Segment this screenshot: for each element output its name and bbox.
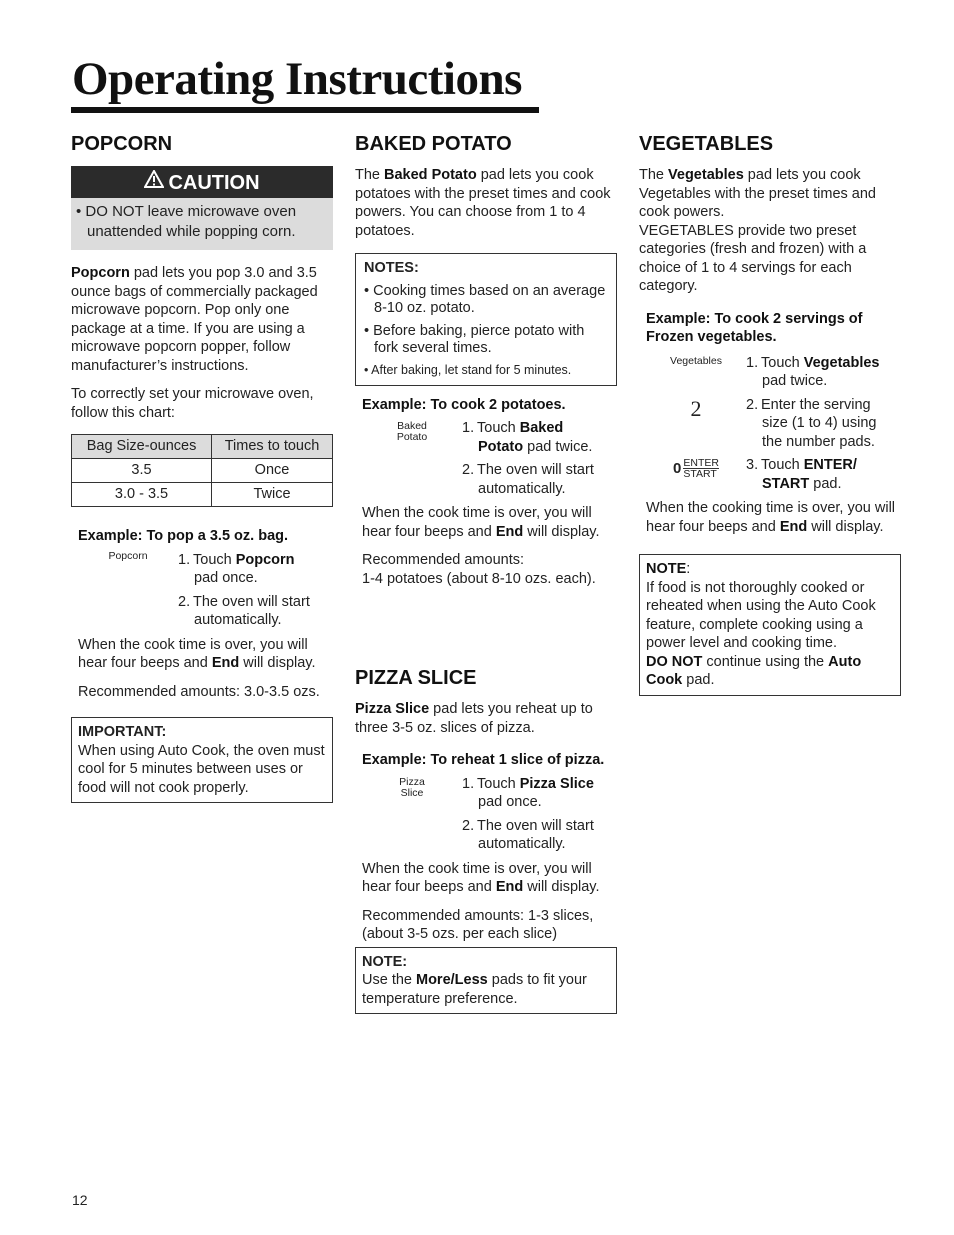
caution-text: • DO NOT leave microwave oven unattended while popping corn.	[71, 198, 333, 250]
important-box: IMPORTANT: When using Auto Cook, the oven must cool for 5 minutes between uses or food will not cook properly.	[71, 717, 333, 803]
baked-potato-heading: BAKED POTATO	[355, 133, 512, 155]
number-pad-2-icon: 2	[690, 395, 702, 421]
vegetables-step-1: 1. Touch Vegetables pad twice.	[746, 354, 880, 389]
warning-triangle-icon	[144, 165, 164, 199]
table-row: 3.0 - 3.5 Twice	[72, 483, 333, 507]
vegetables-note-box: NOTE: If food is not thoroughly cooked or reheated when using the Auto Cook feature, complete cooking using a power level and cooking time. DO NOT continue using the Auto Cook pad.	[639, 554, 901, 696]
chart-intro: To correctly set your microwave oven, follow this chart:	[71, 386, 314, 421]
vegetables-section	[639, 132, 901, 710]
popcorn-recommended: Recommended amounts: 3.0-3.5 ozs.	[78, 683, 320, 700]
popcorn-intro: Popcorn pad lets you pop 3.0 and 3.5 ounce bags of commercially packaged microwave popcorn. Pop only one package at a time. If you are using a microwave popcorn popper, follow manufacturer’s instructions.	[71, 265, 318, 374]
pizza-slice-recommended: Recommended amounts: 1-3 slices, (about 3-5 ozs. per each slice)	[362, 907, 594, 942]
vegetables-intro: The Vegetables pad lets you cook Vegetables with the preset times and cook powers.	[639, 167, 876, 220]
popcorn-section	[71, 132, 333, 817]
popcorn-pad-icon: Popcorn	[108, 549, 148, 562]
pizza-slice-pad-icon: Pizza Slice	[399, 775, 425, 799]
vegetables-intro-2: VEGETABLES provide two preset categories (fresh and frozen) with a choice of 1 to 4 servings for each category.	[639, 222, 867, 294]
pizza-slice-step-1: 1. Touch Pizza Slice pad once.	[462, 775, 594, 810]
baked-potato-end-text: When the cook time is over, you will hear four beeps and End will display.	[362, 505, 600, 540]
pizza-slice-heading: PIZZA SLICE	[355, 667, 477, 689]
baked-potato-example-heading: Example: To cook 2 potatoes.	[362, 396, 566, 413]
vegetables-step-2: 2. Enter the serving size (1 to 4) using the number pads.	[746, 396, 877, 450]
baked-potato-intro: The Baked Potato pad lets you cook potatoes with the preset times and cook powers. You can choose from 1 to 4 potatoes.	[355, 167, 611, 239]
vegetables-heading: VEGETABLES	[639, 133, 774, 155]
vegetables-step-3: 3. Touch ENTER/ START pad.	[746, 457, 857, 492]
popcorn-chart	[71, 434, 333, 507]
pizza-slice-end-text: When the cook time is over, you will hear four beeps and End will display.	[362, 860, 600, 895]
page-title: Operating Instructions	[72, 53, 522, 105]
caution-banner	[71, 166, 333, 198]
popcorn-end-text: When the cook time is over, you will hear four beeps and End will display.	[78, 636, 316, 671]
popcorn-heading: POPCORN	[71, 133, 173, 155]
baked-potato-recommended: Recommended amounts: 1-4 potatoes (about 8-10 ozs. each).	[362, 552, 596, 587]
vegetables-example-heading: Example: To cook 2 servings of Frozen vegetables.	[646, 310, 863, 345]
vegetables-end-text: When the cooking time is over, you will hear four beeps and End will display.	[646, 500, 896, 535]
caution-label: CAUTION	[168, 172, 260, 194]
pizza-slice-intro: Pizza Slice pad lets you reheat up to three 3-5 oz. slices of pizza.	[355, 701, 593, 736]
enter-start-pad-icon: 0 ENTER START	[673, 457, 719, 480]
title-underline	[71, 107, 539, 113]
vegetables-pad-icon: Vegetables	[670, 354, 722, 367]
table-row: 3.5 Once	[72, 459, 333, 483]
baked-potato-pad-icon: Baked Potato	[396, 420, 428, 443]
pizza-slice-step-2: 2. The oven will start automatically.	[462, 817, 594, 852]
baked-potato-section	[355, 132, 617, 598]
baked-potato-step-2: 2. The oven will start automatically.	[462, 462, 594, 497]
pizza-slice-note-box: NOTE: Use the More/Less pads to fit your temperature preference.	[355, 947, 617, 1015]
chart-header-bag-size: Bag Size-ounces	[72, 435, 212, 459]
baked-potato-notes: NOTES: • Cooking times based on an average 8-10 oz. potato. • Before baking, pierce potato with fork several times. • After baking, let stand for 5 minutes.	[355, 253, 617, 386]
pizza-slice-example-heading: Example: To reheat 1 slice of pizza.	[362, 752, 605, 768]
pizza-slice-section	[355, 666, 617, 1028]
popcorn-step-2: 2. The oven will start automatically.	[178, 593, 310, 628]
page-number: 12	[72, 1192, 88, 1208]
popcorn-step-1: 1. Touch Popcorn pad once.	[178, 551, 295, 586]
popcorn-example-heading: Example: To pop a 3.5 oz. bag.	[78, 528, 289, 544]
baked-potato-step-1: 1. Touch Baked Potato pad twice.	[462, 420, 593, 455]
chart-header-times: Times to touch	[212, 435, 333, 459]
